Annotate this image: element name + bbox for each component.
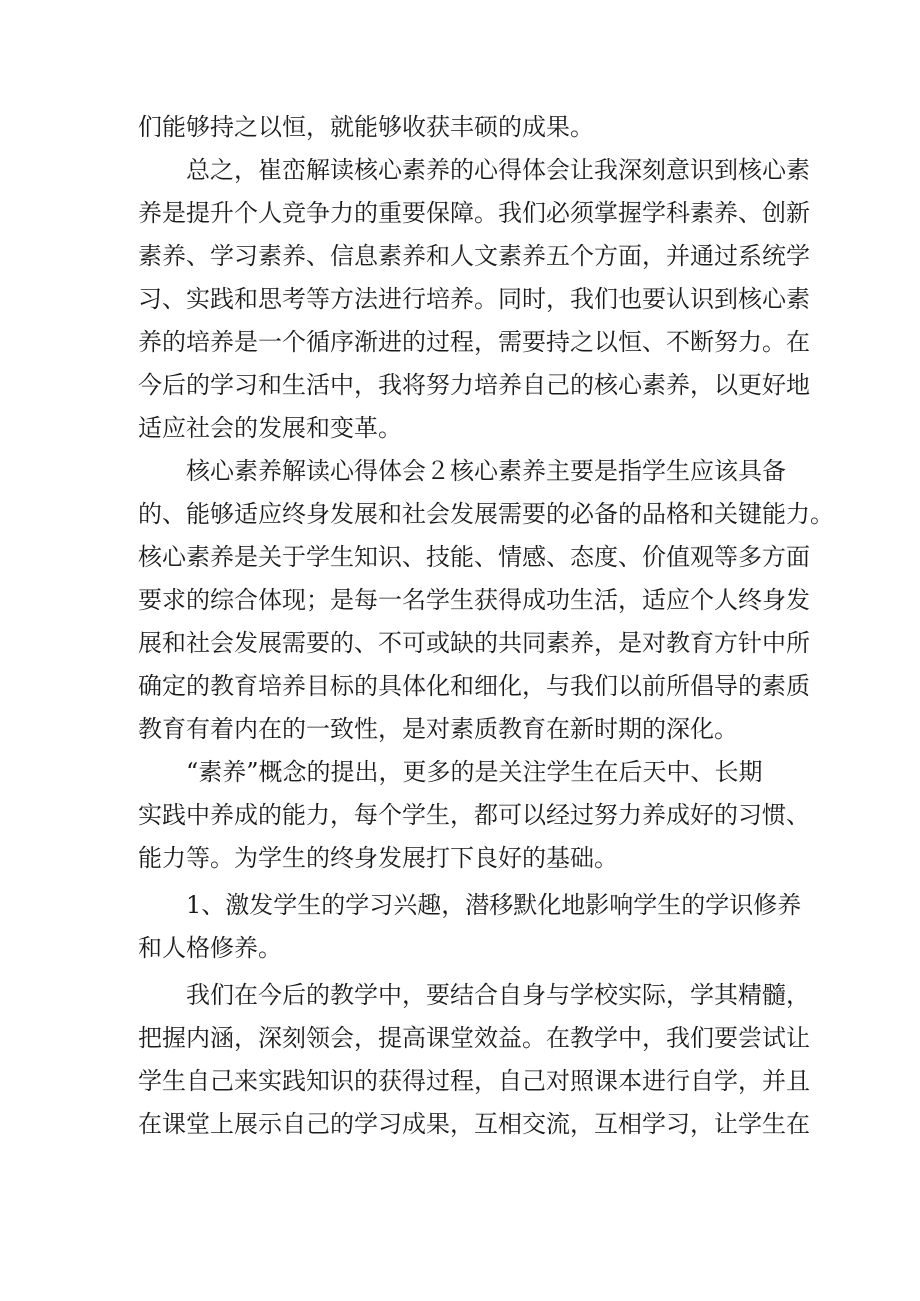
text-line: 把握内涵，深刻领会，提高课堂效益。在教学中，我们要尝试让: [138, 1024, 810, 1052]
text-line: 展和社会发展需要的、不可或缺的共同素养，是对教育方针中所: [138, 629, 810, 657]
text-line: 今后的学习和生活中，我将努力培养自己的核心素养，以更好地: [138, 371, 810, 399]
text-line: 教育有着内在的一致性，是对素质教育在新时期的深化。: [138, 715, 738, 743]
paragraph-start-line: 核心素养解读心得体会２核心素养主要是指学生应该具备: [186, 457, 786, 485]
text-line: 要求的综合体现；是每一名学生获得成功生活，适应个人终身发: [138, 586, 810, 614]
text-line: 们能够持之以恒，就能够收获丰硕的成果。: [138, 113, 594, 141]
paragraph-start-line: 1、激发学生的学习兴趣，潜移默化地影响学生的学识修养: [186, 891, 802, 919]
text-line: 养的培养是一个循序渐进的过程，需要持之以恒、不断努力。在: [138, 328, 810, 356]
text-line: 在课堂上展示自己的学习成果，互相交流，互相学习，让学生在: [138, 1110, 810, 1138]
document-body: [138, 106, 834, 1146]
paragraph-start-line: 总之，崔峦解读核心素养的心得体会让我深刻意识到核心素: [186, 156, 810, 184]
text-line: 适应社会的发展和变革。: [138, 414, 402, 442]
paragraph-start-line: “素养”概念的提出，更多的是关注学生在后天中、长期: [186, 758, 763, 786]
text-line: 核心素养是关于学生知识、技能、情感、态度、价值观等多方面: [138, 543, 810, 571]
text-line: 实践中养成的能力，每个学生，都可以经过努力养成好的习惯、: [138, 801, 810, 829]
text-line: 养是提升个人竞争力的重要保障。我们必须掌握学科素养、创新: [138, 199, 810, 227]
text-line: 习、实践和思考等方法进行培养。同时，我们也要认识到核心素: [138, 285, 810, 313]
text-line: 能力等。为学生的终身发展打下良好的基础。: [138, 844, 618, 872]
text-line: 的、能够适应终身发展和社会发展需要的必备的品格和关键能力。: [138, 500, 834, 528]
text-line: 确定的教育培养目标的具体化和细化，与我们以前所倡导的素质: [138, 672, 810, 700]
text-line: 和人格修养。: [138, 934, 282, 962]
text-line: 学生自己来实践知识的获得过程，自己对照课本进行自学，并且: [138, 1067, 810, 1095]
paragraph-start-line: 我们在今后的教学中，要结合自身与学校实际，学其精髓，: [186, 981, 810, 1009]
text-line: 素养、学习素养、信息素养和人文素养五个方面，并通过系统学: [138, 242, 810, 270]
